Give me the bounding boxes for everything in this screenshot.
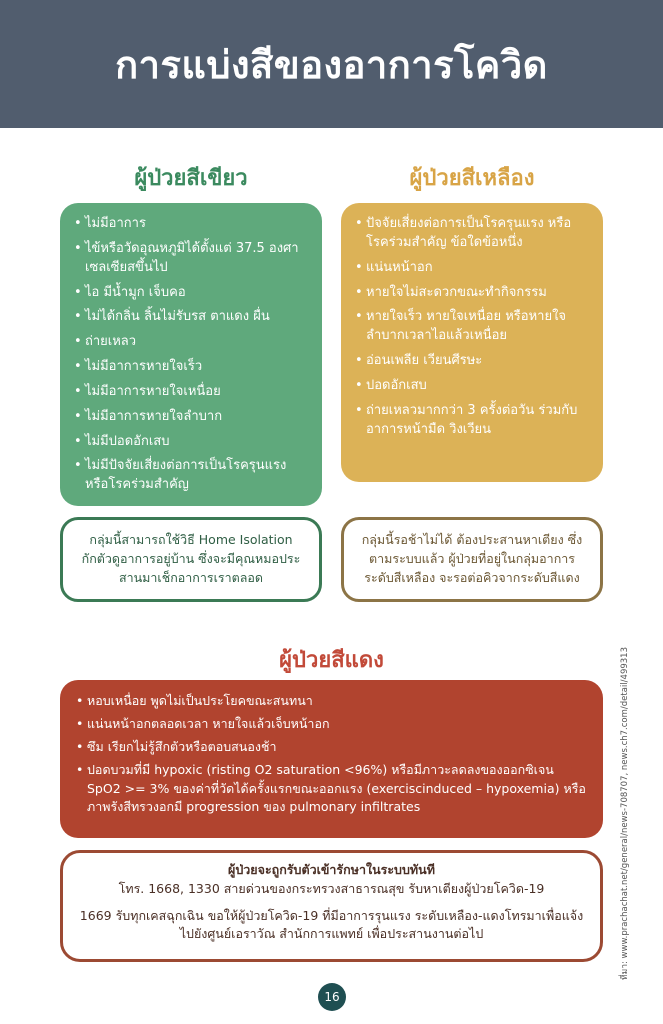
green-symptom-card xyxy=(60,203,322,506)
red-patient-title: ผู้ป่วยสีแดง xyxy=(279,648,384,673)
header-banner xyxy=(0,0,663,128)
red-hotline-note xyxy=(60,850,603,962)
list-item: • หอบเหนื่อย พูดไม่เป็นประโยคขณะสนทนา xyxy=(76,692,587,710)
red-symptom-card xyxy=(60,680,603,838)
list-item: • ปอดอักเสบ xyxy=(355,377,589,396)
yellow-note-text: กลุ่มนี้รอช้าไม่ได้ ต้องประสานหาเตียง ซึ่งตามระบบแล้ว ผู้ป่วยที่อยู่ในกลุ่มอาการระดับสีเหลือง จะรอต่อคิวจากระดับสีแดง xyxy=(361,532,583,585)
page-number: 16 xyxy=(318,983,346,1011)
emergency-hotline-text: 1669 รับทุกเคสฉุกเฉิน ขอให้ผู้ป่วยโควิด-19 ที่มีอาการรุนแรง ระดับเหลือง-แดงโทรมาเพื่อแจ้งไปยังศูนย์เอราวัณ สำนักการแพทย์ เพื่อประสานงานต่อไป xyxy=(79,907,584,942)
green-advice-note xyxy=(60,517,322,602)
list-item: • ไม่ได้กลิ่น ลิ้นไม่รับรส ตาแดง ผื่น xyxy=(74,308,308,327)
list-item: • ไอ มีน้ำมูก เจ็บคอ xyxy=(74,284,308,303)
list-item: • ไข้หรือวัดอุณหภูมิได้ตั้งแต่ 37.5 องศาเซลเซียสขึ้นไป xyxy=(74,240,308,278)
page-title: การแบ่งสีของอาการโควิด xyxy=(115,42,548,87)
yellow-patient-title: ผู้ป่วยสีเหลือง xyxy=(409,166,535,191)
green-note-text: กลุ่มนี้สามารถใช้วิธี Home Isolation กักตัวดูอาการอยู่บ้าน ซึ่งจะมีคุณหมอประสานมาเช็กอาการเราตลอด xyxy=(81,532,301,585)
list-item: • ไม่มีอาการหายใจเหนื่อย xyxy=(74,383,308,402)
source-citation: ที่มา: www.prachachat.net/general/news-708707, news.ch7.com/detail/499313 xyxy=(620,647,630,980)
list-item: • ปอดบวมที่มี hypoxic (risting O2 saturation <96%) หรือมีภาวะลดลงของออกซิเจน SpO2 >= 3% ของค่าที่วัดได้ครั้งแรกขณะออกแรง (exerciscinduced – hypoxemia) หรือภาพรังสีทรวงอกมี progression ของ pulmonary infiltrates xyxy=(76,761,587,815)
list-item: • ไม่มีอาการหายใจเร็ว xyxy=(74,358,308,377)
list-item: • อ่อนเพลีย เวียนศีรษะ xyxy=(355,352,589,371)
red-note-heading: ผู้ป่วยจะถูกรับตัวเข้ารักษาในระบบทันที xyxy=(228,862,435,877)
list-item: • ถ่ายเหลวมากกว่า 3 ครั้งต่อวัน ร่วมกับอาการหน้ามืด วิงเวียน xyxy=(355,402,589,440)
list-item: • ไม่มีอาการ xyxy=(74,215,308,234)
list-item: • แน่นหน้าอก xyxy=(355,259,589,278)
list-item: • ไม่มีปอดอักเสบ xyxy=(74,433,308,452)
list-item: • ไม่มีปัจจัยเสี่ยงต่อการเป็นโรครุนแรงหรือโรคร่วมสำคัญ xyxy=(74,457,308,495)
list-item: • หายใจเร็ว หายใจเหนื่อย หรือหายใจลำบากเวลาไอแล้วเหนื่อย xyxy=(355,308,589,346)
list-item: • ปัจจัยเสี่ยงต่อการเป็นโรครุนแรง หรือโรคร่วมสำคัญ ข้อใดข้อหนึ่ง xyxy=(355,215,589,253)
green-symptom-list xyxy=(74,215,308,495)
red-symptom-list xyxy=(76,692,587,816)
list-item: • ไม่มีอาการหายใจลำบาก xyxy=(74,408,308,427)
yellow-symptom-list xyxy=(355,215,589,439)
yellow-advice-note xyxy=(341,517,603,602)
green-patient-title: ผู้ป่วยสีเขียว xyxy=(134,166,248,191)
list-item: • ถ่ายเหลว xyxy=(74,333,308,352)
list-item: • หายใจไม่สะดวกขณะทำกิจกรรม xyxy=(355,284,589,303)
hotline-text: โทร. 1668, 1330 สายด่วนของกระทรวงสาธารณสุข รับหาเตียงผู้ป่วยโควิด-19 xyxy=(118,880,545,896)
list-item: • แน่นหน้าอกตลอดเวลา หายใจแล้วเจ็บหน้าอก xyxy=(76,715,587,733)
yellow-symptom-card xyxy=(341,203,603,482)
list-item: • ซึม เรียกไม่รู้สึกตัวหรือตอบสนองช้า xyxy=(76,738,587,756)
